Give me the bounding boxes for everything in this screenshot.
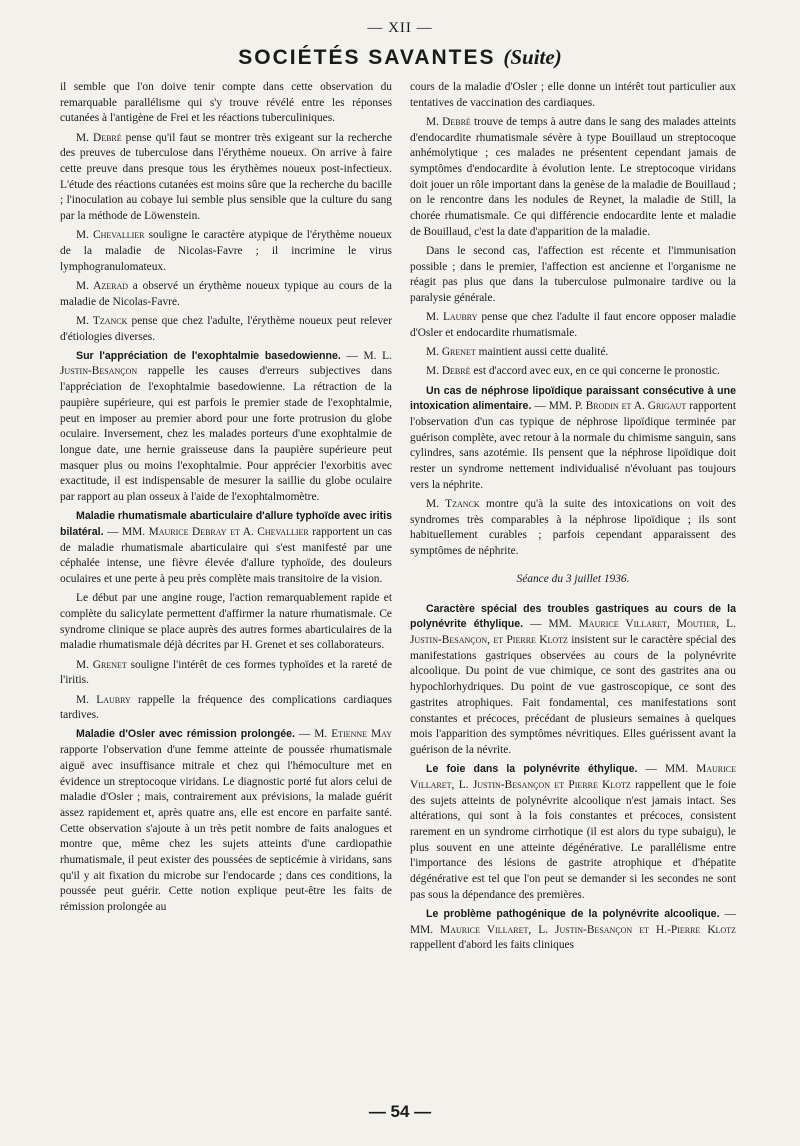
author-name: M. Grenet xyxy=(76,658,127,671)
paragraph: M. Azerad a observé un érythème noueux typique au cours de la maladie de Nicolas-Favre. xyxy=(60,279,392,308)
page-number: — 54 — xyxy=(368,1102,432,1121)
author-name: M. Debré xyxy=(426,115,471,128)
paragraph: Dans le second cas, l'affection est récente et l'immunisation possible ; dans le premier, l'affection est ancienne et l'organisme ne réagit pas plus que dans la tuberculose pulmonaire tardive ou la paralysie générale. xyxy=(410,245,736,305)
paragraph: il semble que l'on doive tenir compte dans cette observation du remarquable parallélisme qui s'y trouve révélé entre les réponses cutanées à l'antigène de Frei et les réactions tuberculiniques. xyxy=(60,81,392,125)
section-title-text: SOCIÉTÉS SAVANTES xyxy=(238,46,496,69)
author-name: MM. P. Brodin et A. Grigaut xyxy=(548,400,687,413)
section-title xyxy=(0,45,800,70)
author-name: M. Tzanck xyxy=(426,498,480,511)
author-name: M. L. Justin-Besançon xyxy=(60,349,392,378)
left-column xyxy=(60,80,392,919)
paragraph: M. Grenet souligne l'intérêt de ces formes typhoïdes et la rareté de l'iritis. xyxy=(60,658,393,687)
subject-heading: Maladie d'Osler avec rémission prolongée. xyxy=(76,728,295,741)
subject-heading: Caractère spécial des troubles gastriques au cours de la polynévrite éthylique. xyxy=(410,602,736,631)
author-name: MM. Maurice Villaret, L. Justin-Besançon et H.-Pierre Klotz xyxy=(410,923,736,936)
subject-heading: Le problème pathogénique de la polynévrite alcoolique. xyxy=(426,907,720,920)
paragraph: Le début par une angine rouge, l'action remarquablement rapide et complète du salicylate permettent d'affirmer la nature rhumatismale. Ce syndrome clinique se place auprès des autres formes abarticulaires de la maladie rhumatismale déjà décrites par H. Grenet et ses collaborateurs. xyxy=(60,592,392,652)
paragraph: M. Debré trouve de temps à autre dans le sang des malades atteints d'endocardite rhumatismale sévère à type Bouillaud un streptocoque anhémolytique ; ces malades ne présentent cependant jamais de symptômes d'endocardite à évolution lente. Le streptocoque viridans doit jouer un rôle important dans la genèse de la maladie de Bouillaud ; on le rencontre dans les nodules de Reynet, la maladie de Still, la chorée rhumatismale. Ce qui différencie endocardite lente et maladie de Bouillaud, c'est la date d'apparition de la maladie. xyxy=(410,115,736,238)
author-name: M. Laubry xyxy=(76,693,131,706)
author-name: M. Chevallier xyxy=(76,229,145,242)
author-name: M. Debré xyxy=(426,365,471,378)
author-name: M. Laubry xyxy=(426,311,478,324)
paragraph: M. Laubry pense que chez l'adulte il faut encore opposer maladie d'Osler et endocardite rhumatismale. xyxy=(410,311,736,340)
paragraph: M. Debré est d'accord avec eux, en ce qui concerne le pronostic. xyxy=(426,365,720,378)
session-date: Séance du 3 juillet 1936. xyxy=(516,572,630,585)
paragraph: M. Debré pense qu'il faut se montrer très exigeant sur la recherche des preuves de tuberculose dans l'érythème noueux. On arrive à faire cette preuve dans presque tous les érythèmes noueux post-infectieux. L'étude des réactions cutanées est moins sûre que la recherche du bacille ; l'inoculation au cobaye lui semble plus sensible que la culture du sang par la méthode de Löwenstein. xyxy=(60,131,392,223)
section-title-suffix: (Suite) xyxy=(503,45,562,69)
author-name: M. Debré xyxy=(76,131,122,144)
subject-heading: Maladie rhumatismale abarticulaire d'allure typhoïde avec iritis bilatéral. xyxy=(60,510,392,538)
author-name: M. Tzanck xyxy=(76,314,128,327)
paragraph: M. Tzanck montre qu'à la suite des intoxications on voit des syndromes très comparables à la néphrose lipoïdique ; ils sont habituellement curables ; parfois cependant apparaissent des symptômes de néphrite. xyxy=(410,498,736,558)
paragraph: Le foie dans la polynévrite éthylique. — MM. Maurice Villaret, L. Justin-Besançon et Pierre Klotz rappellent que le foie des sujets atteints de polynévrite alcoolique n'est jamais intact. Ses altérations, qui sont à la fois constantes et précoces, consistent rarement en un syndrome cirrhotique (il est alors du type subaigu), le plus souvent en une atteinte dégénérative. Le parallélisme entre l'importance des lésions de gastrite atrophique et d'hépatite dégénérative est tel que l'on peut se demander si les secondes ne sont pas sous la dépendance des premières. xyxy=(410,763,737,901)
paragraph: Maladie rhumatismale abarticulaire d'allure typhoïde avec iritis bilatéral. — MM. Maurice Debray et A. Chevallier rapportent un cas de maladie rhumatismale abarticulaire qui s'est manifesté par une céphalée intense, une fièvre élevée d'allure typhoïde, des douleurs oculaires et une perte à peu près complète mais transitoire de la vision. xyxy=(60,510,392,586)
paragraph: Sur l'appréciation de l'exophtalmie basedowienne. — M. L. Justin-Besançon rappelle les causes d'erreurs subjectives dans l'appréciation de l'exophtalmie basedowienne. La rétraction de la paupière supérieure, qui est parfois le premier stade de l'exophtalmie, peut en imposer au premier abord pour une forte protrusion du globe oculaire. Inversement, chez les malades porteurs d'une exophtalmie de longue date, une hernie graisseuse dans la paupière supérieure peut masquer plus ou moins l'exophtalmie. Pour apprécier l'exorbitis avec exactitude, il est indispensable de mesurer la saillie du globe oculaire par rapport au plan osseux à l'aide de l'exophtalmomètre. xyxy=(60,349,392,504)
paragraph: M. Laubry rappelle la fréquence des complications cardiaques tardives. xyxy=(60,693,392,722)
right-column xyxy=(410,80,736,958)
author-name: M. Etienne May xyxy=(314,728,392,741)
subject-heading: Le foie dans la polynévrite éthylique. xyxy=(426,763,638,776)
paragraph: Un cas de néphrose lipoïdique paraissant consécutive à une intoxication alimentaire. — MM. P. Brodin et A. Grigaut rapportent l'observation d'un cas typique de néphrose lipoïdique terminée par guérison complète, avec retour à la normale du chimisme sanguin, sans cylindres, sans azotémie. Ils pensent que la néphrose lipoïdique doit rester un syndrome nettement individualisé n'évoluant pas toujours vers la néphrite. xyxy=(410,384,737,491)
paragraph: M. Chevallier souligne le caractère atypique de l'érythème noueux de la maladie de Nicolas-Favre ; il incrimine le virus lymphogranulomateux. xyxy=(60,229,392,273)
author-name: MM. Maurice Debray et A. Chevallier xyxy=(121,525,309,538)
subject-heading: Un cas de néphrose lipoïdique paraissant consécutive à une intoxication alimentaire. xyxy=(410,384,736,413)
author-name: MM. Maurice Villaret, Moutier, L. Justin-Besançon, et Pierre Klotz xyxy=(410,618,736,646)
author-name: M. Grenet xyxy=(426,346,476,359)
paragraph: Caractère spécial des troubles gastriques au cours de la polynévrite éthylique. — MM. Maurice Villaret, Moutier, L. Justin-Besançon, et Pierre Klotz insistent sur le caractère spécial des manifestations gastriques observées au cours de la polynévrite alcoolique. Du point de vue chimique, ce sont des gastrites ana ou hypochlorhydriques. Du point de vue gastroscopique, ce sont des gastrites atrophiques. Fait fondamental, ces manifestations sont constantes et précoces, précédant de plusieurs semaines à quelques mois l'apparition des symptômes névritiques. Elles guérissent avant la guérison de la névrite. xyxy=(410,602,736,756)
paragraph: cours de la maladie d'Osler ; elle donne un intérêt tout particulier aux tentatives de vaccination des cardiaques. xyxy=(410,81,736,109)
roman-page-number: — XII — xyxy=(367,20,433,36)
paragraph: M. Tzanck pense que chez l'adulte, l'érythème noueux peut relever d'étiologies diverses. xyxy=(60,314,392,343)
author-name: MM. Maurice Villaret, L. Justin-Besançon et Pierre Klotz xyxy=(410,763,737,791)
paragraph: Maladie d'Osler avec rémission prolongée. — M. Etienne May rapporte l'observation d'une femme atteinte de poussée rhumatismale aiguë avec insuffisance mitrale et chez qui l'hémoculture met en évidence un streptocoque viridans. Le diagnostic porté fut alors celui de maladie d'Osler ; mais, contrairement aux prévisions, la malade guérit assez rapidement et, après quatre ans, elle est encore en parfaite santé. Cette observation s'ajoute à un très petit nombre de faits analogues et montre que, même chez les sujets atteints d'une cardiopathie rhumatismale, il peut exister des poussées de septicémie à viridans, sans qu'il y ait fixation du microbe sur l'endocarde ; dans ces conditions, la poussée peut guérir. Cette notion explique peut-être les faits de rémission prolongée au xyxy=(60,728,392,914)
author-name: M. Azerad xyxy=(76,279,129,292)
paragraph: Le problème pathogénique de la polynévrite alcoolique. — MM. Maurice Villaret, L. Justin-Besançon et H.-Pierre Klotz rappellent d'abord les faits cliniques xyxy=(410,907,736,952)
paragraph: M. Grenet maintient aussi cette dualité. xyxy=(426,346,609,359)
subject-heading: Sur l'appréciation de l'exophtalmie basedowienne. xyxy=(76,349,341,362)
